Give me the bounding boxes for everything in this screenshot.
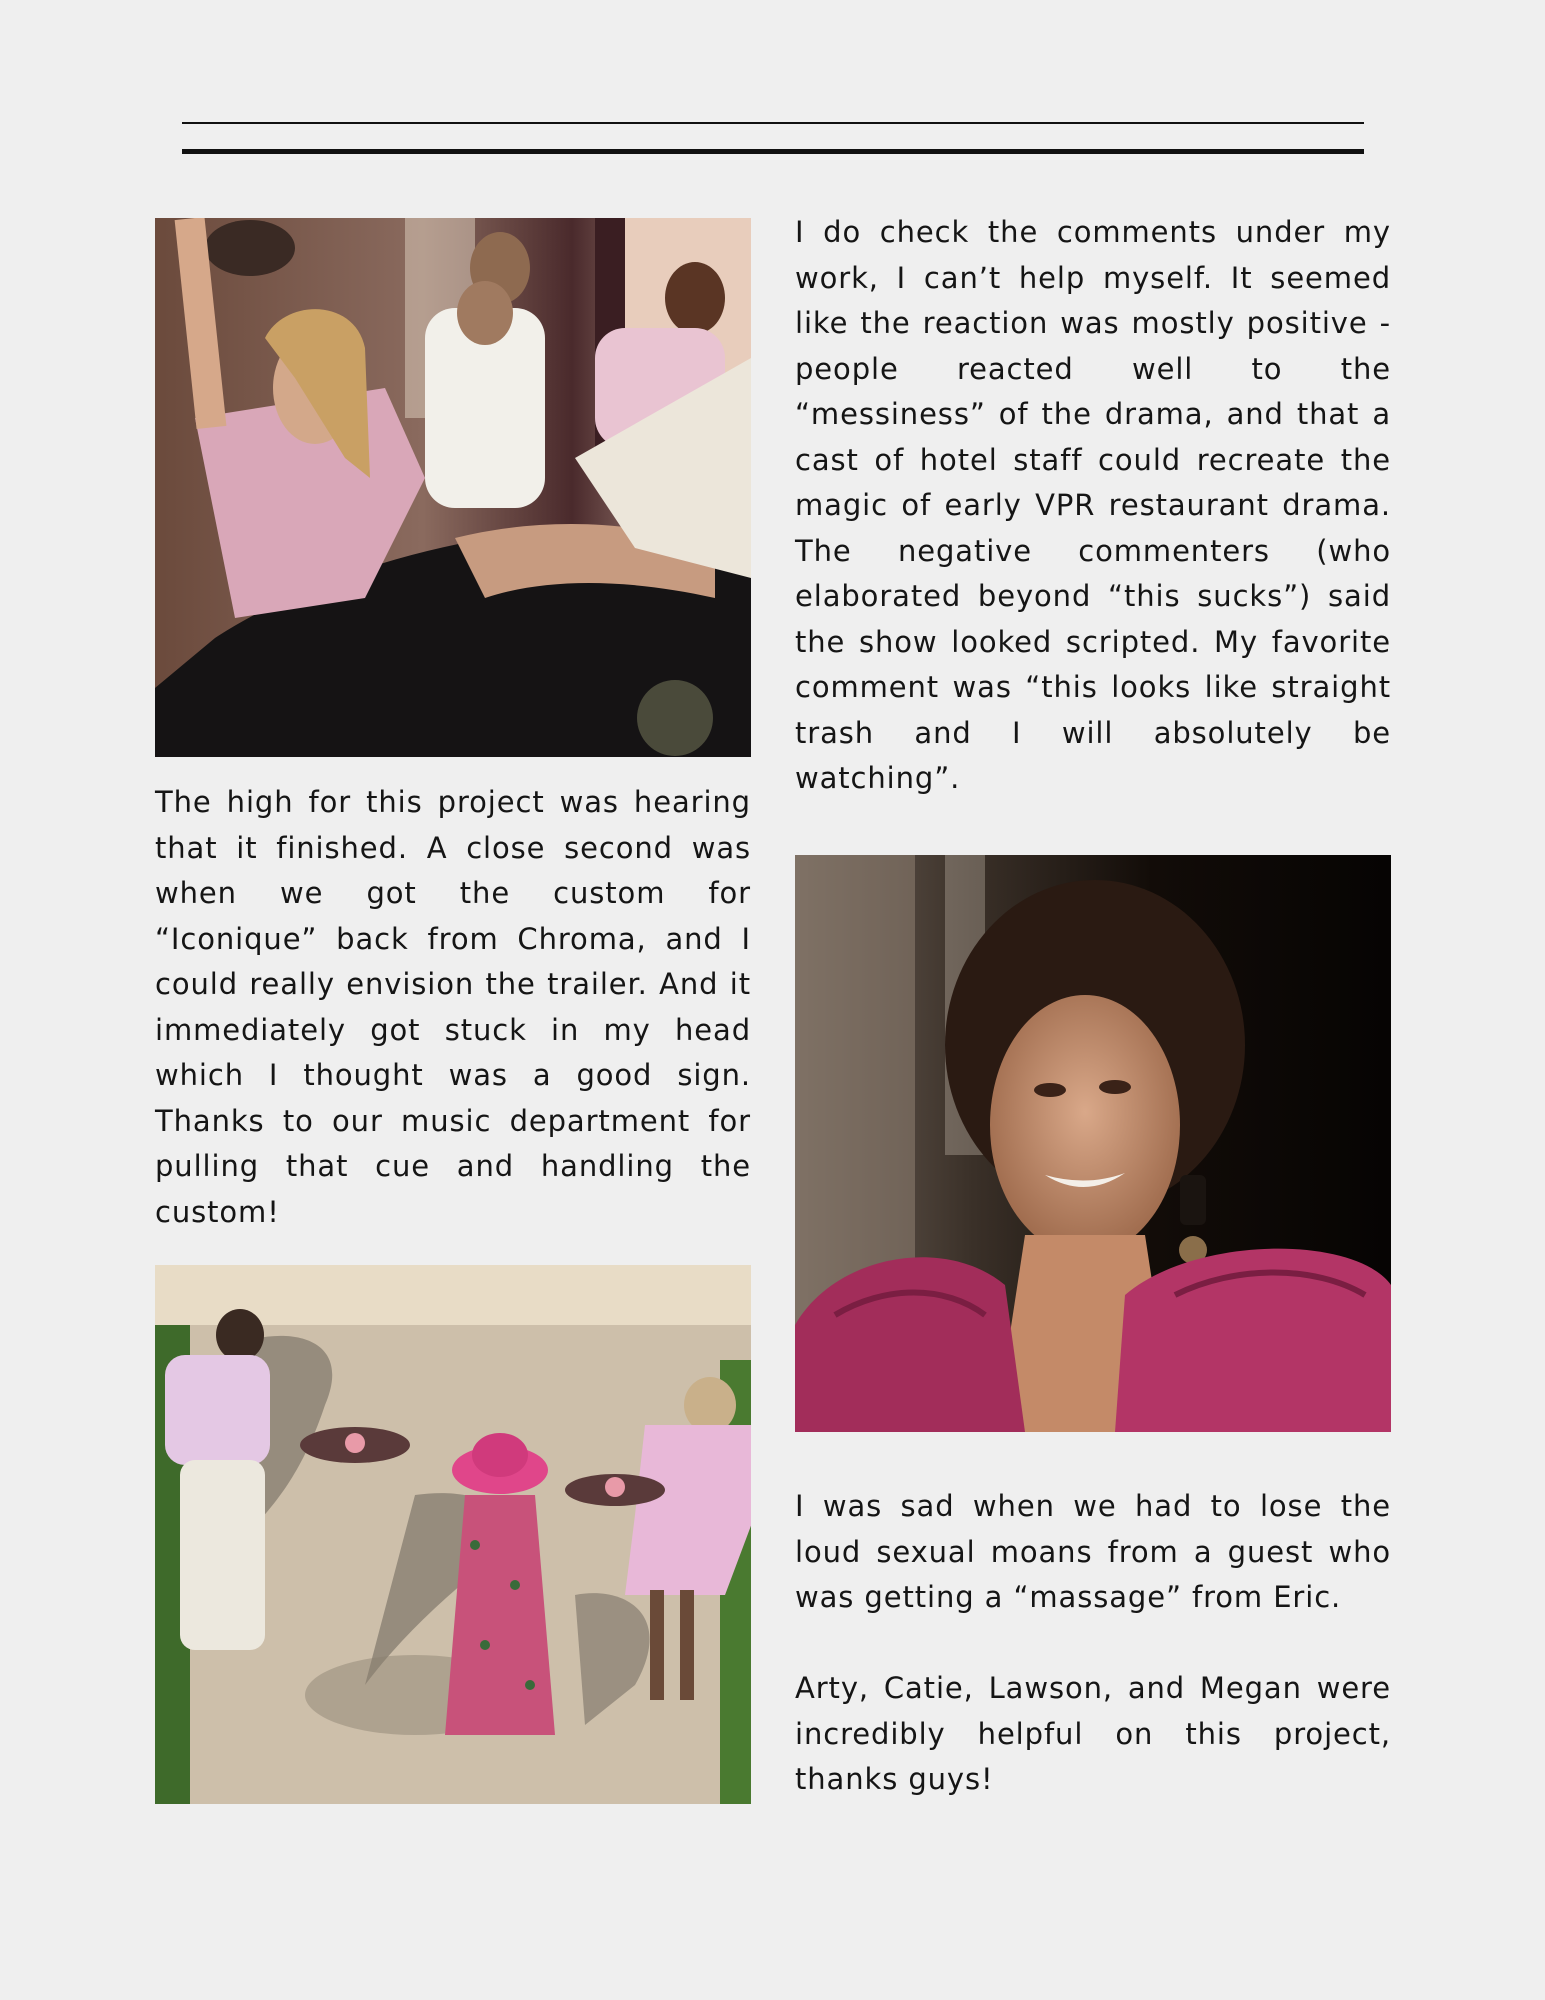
- project-high-text: The high for this project was hearing that it finished. A close second was when we got the custom for “Iconique” back from Chroma, and I could really envision the trailer. And it immediately got stuck in my head which I thought was a good sign. Thanks to our music department for pulling that cue and handling the custom!: [155, 785, 751, 1229]
- courtyard-photo-icon: [155, 1265, 751, 1804]
- header-rule-thick: [182, 149, 1364, 154]
- thanks-text: Arty, Catie, Lawson, and Megan were incredibly helpful on this project, thanks guys!: [795, 1671, 1391, 1796]
- party-photo-icon: [155, 218, 751, 757]
- comments-paragraph: [795, 210, 1391, 802]
- project-high-paragraph: [155, 780, 751, 1235]
- courtyard-photo: [155, 1265, 751, 1804]
- portrait-photo-icon: [795, 855, 1391, 1432]
- header-rule-thin: [182, 122, 1364, 124]
- comments-text: I do check the comments under my work, I can’t help myself. It seemed like the reaction was mostly positive - people reacted well to the “messiness” of the drama, and that a cast of hotel staff could recreate the magic of early VPR restaurant drama. The negative commenters (who elaborated beyond “this sucks”) said the show looked scripted. My favorite comment was “this looks like straight trash and I will absolutely be watching”.: [795, 215, 1391, 795]
- lost-moans-text: I was sad when we had to lose the loud sexual moans from a guest who was getting a “massage” from Eric.: [795, 1489, 1391, 1614]
- closing-paragraphs: [795, 1484, 1391, 1803]
- portrait-photo: [795, 855, 1391, 1432]
- party-photo: [155, 218, 751, 757]
